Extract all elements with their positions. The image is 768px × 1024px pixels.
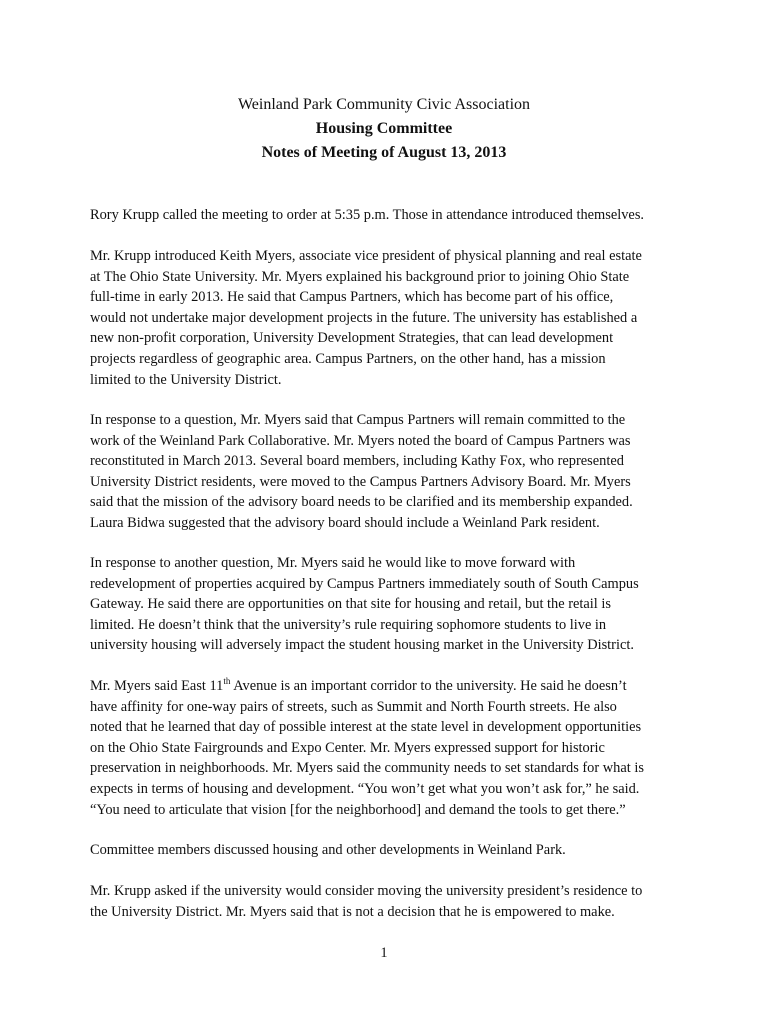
line-text-after-superscript: Avenue is an important corridor to the university. He said he doesn’t (230, 678, 627, 694)
paragraph-line: “You need to articulate that vision [for the neighborhood] and demand the tools to get there.” (90, 801, 626, 818)
paragraph-line: Mr. Krupp asked if the university would consider moving the university president’s residence to (90, 883, 643, 899)
paragraph-collaborative (90, 410, 688, 534)
paragraph-redevelopment (90, 553, 688, 656)
paragraph-line: projects regardless of geographic area. Campus Partners, on the other hand, has a mission (90, 350, 606, 367)
paragraph-line: have affinity for one-way pairs of streets, such as Summit and North Fourth streets. He also (90, 698, 617, 715)
paragraph-introduction (90, 246, 688, 390)
paragraph-line: Rory Krupp called the meeting to order at 5:35 p.m. Those in attendance introduced themselves. (90, 207, 645, 223)
paragraph-line: Gateway. He said there are opportunities on that site for housing and retail, but the retail is (90, 596, 611, 613)
paragraph-line: In response to a question, Mr. Myers said that Campus Partners will remain committed to the (90, 412, 626, 428)
paragraph-line: at The Ohio State University. Mr. Myers explained his background prior to joining Ohio State (90, 268, 630, 285)
paragraph-line-with-superscript (90, 676, 688, 697)
paragraph-president-residence (90, 881, 688, 922)
paragraph-line: expects in terms of housing and development. “You won’t get what you won’t ask for,” he said. (90, 780, 640, 797)
paragraph-line: new non-profit corporation, University Development Strategies, that can lead development (90, 330, 614, 347)
paragraph-line: Laura Bidwa suggested that the advisory board should include a Weinland Park resident. (90, 514, 600, 531)
paragraph-line: noted that he learned that day of possible interest at the state level in development opportunities (90, 719, 642, 736)
paragraph-call-to-order (90, 205, 688, 226)
committee-heading: Housing Committee (315, 120, 453, 137)
line-text-before-superscript: Mr. Myers said East 11 (90, 678, 224, 694)
paragraph-committee-discussion (90, 840, 688, 861)
page-number: 1 (380, 945, 388, 961)
paragraph-line: preservation in neighborhoods. Mr. Myers said the community needs to set standards for what is (90, 760, 644, 777)
paragraph-line: limited. He doesn’t think that the university’s rule requiring sophomore students to live in (90, 616, 607, 633)
paragraph-line: Committee members discussed housing and other developments in Weinland Park. (90, 842, 566, 858)
paragraph-line: said that the mission of the advisory board needs to be clarified and its membership expanded. (90, 494, 633, 511)
paragraph-line: work of the Weinland Park Collaborative. Mr. Myers noted the board of Campus Partners was (90, 432, 631, 449)
paragraph-line: the University District. Mr. Myers said that is not a decision that he is empowered to make. (90, 903, 615, 920)
paragraph-line: on the Ohio State Fairgrounds and Expo Center. Mr. Myers expressed support for historic (90, 739, 605, 756)
paragraph-line: would not undertake major development projects in the future. The university has established a (90, 309, 638, 326)
paragraph-line: university housing will adversely impact the student housing market in the University District. (90, 637, 634, 654)
paragraph-line: In response to another question, Mr. Myers said he would like to move forward with (90, 555, 576, 571)
paragraph-line: reconstituted in March 2013. Several board members, including Kathy Fox, who represented (90, 453, 624, 470)
paragraph-line: redevelopment of properties acquired by Campus Partners immediately south of South Campus (90, 575, 639, 592)
paragraph-line: full-time in early 2013. He said that Campus Partners, which has become part of his office, (90, 289, 614, 306)
paragraph-line: limited to the University District. (90, 371, 282, 388)
organization-heading: Weinland Park Community Civic Association (237, 96, 531, 113)
ordinal-superscript: th (223, 676, 231, 687)
paragraph-line: University District residents, were moved to the Campus Partners Advisory Board. Mr. Myers (90, 473, 631, 490)
paragraph-corridor (90, 676, 688, 820)
paragraph-line: Mr. Krupp introduced Keith Myers, associate vice president of physical planning and real estate (90, 248, 642, 264)
meeting-title-heading: Notes of Meeting of August 13, 2013 (261, 144, 507, 161)
